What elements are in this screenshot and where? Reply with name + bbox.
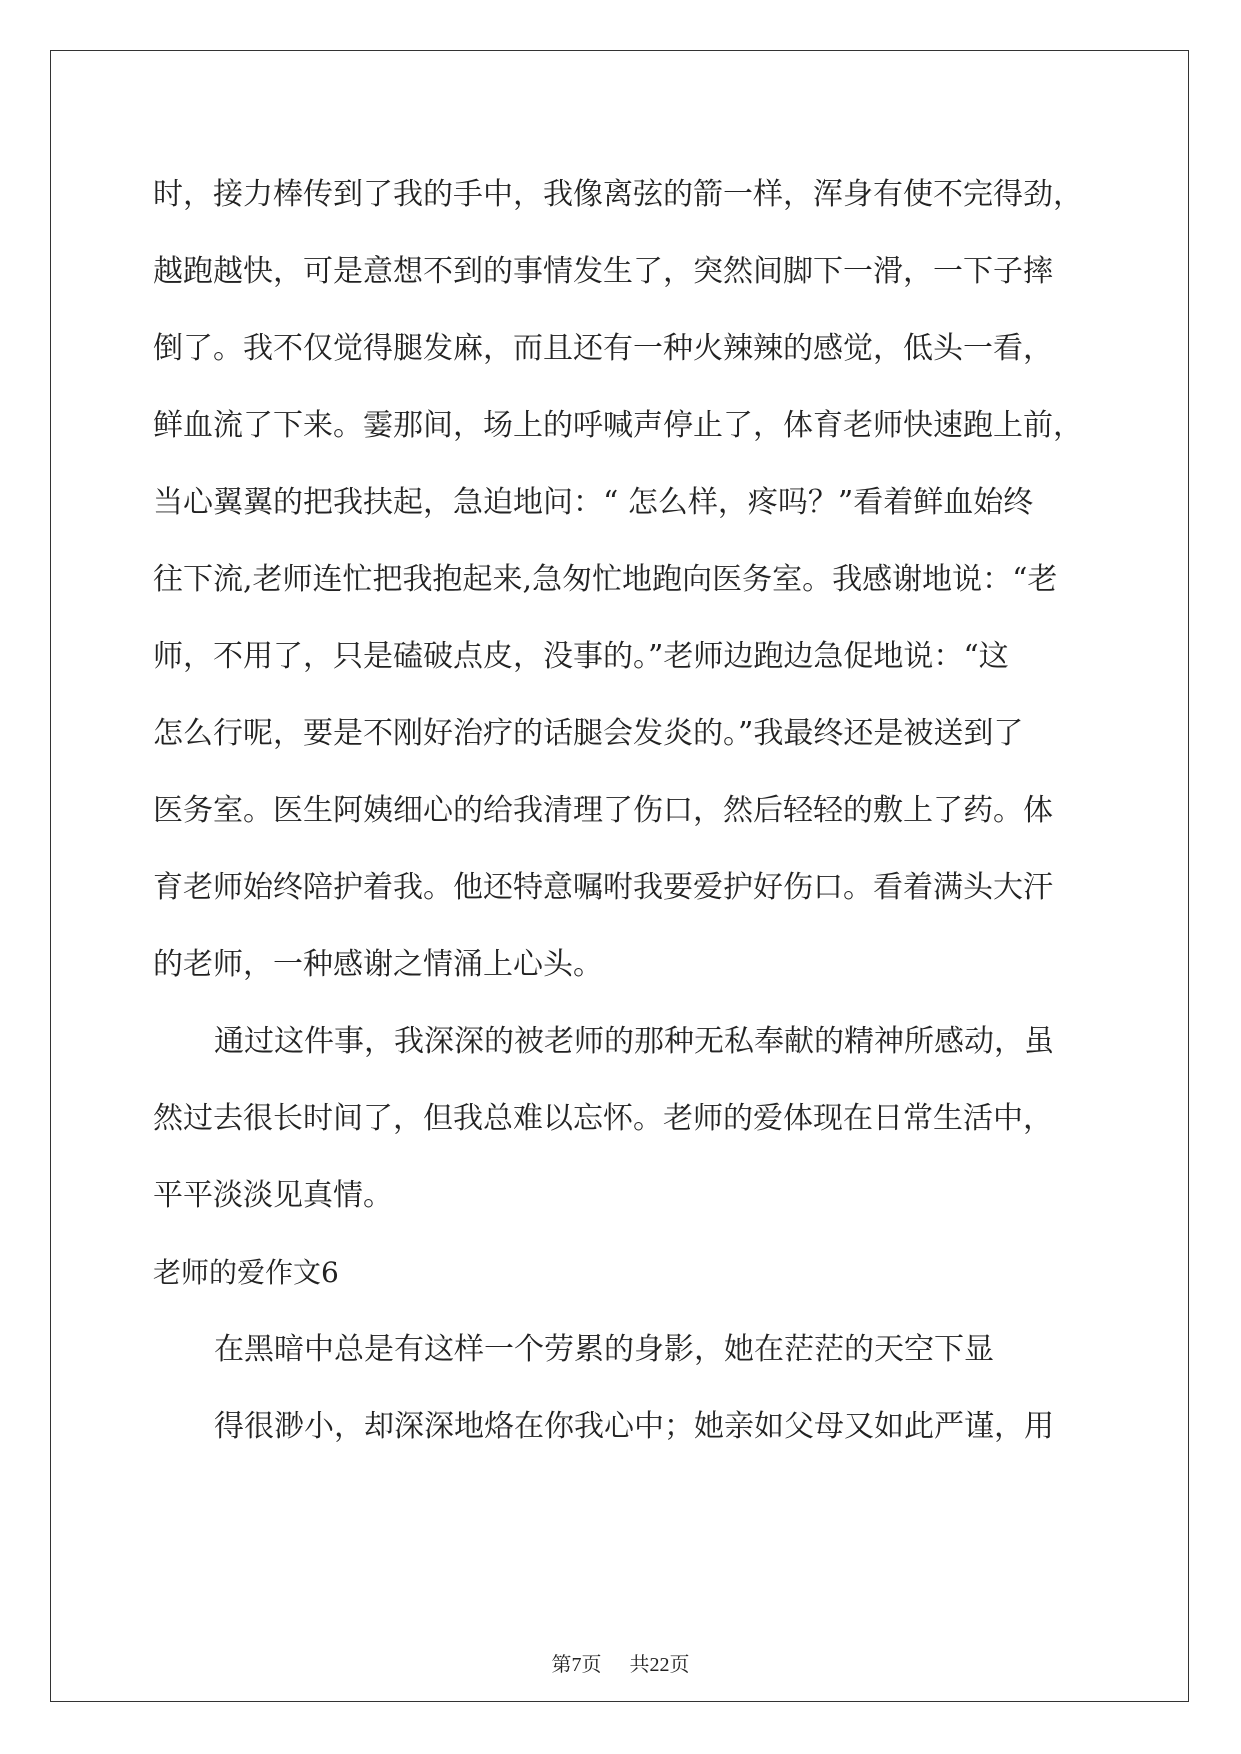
paragraph-line: 的老师，一种感谢之情涌上心头。	[153, 947, 603, 982]
paragraph-line: 医务室。医生阿姨细心的给我清理了伤口，然后轻轻的敷上了药。体	[153, 793, 1053, 828]
paragraph-line: 育老师始终陪护着我。他还特意嘱咐我要爱护好伤口。看着满头大汗	[153, 870, 1053, 905]
page-number: 第7页	[551, 1654, 602, 1676]
page-footer	[0, 1648, 1241, 1677]
paragraph-line: 倒了。我不仅觉得腿发麻，而且还有一种火辣辣的感觉，低头一看，	[153, 331, 1053, 366]
paragraph-line: 在黑暗中总是有这样一个劳累的身影，她在茫茫的天空下显	[214, 1332, 994, 1367]
paragraph-line: 通过这件事，我深深的被老师的那种无私奉献的精神所感动，虽	[214, 1024, 1054, 1059]
paragraph-line: 师，不用了，只是磕破点皮，没事的。”老师边跑边急促地说：“这	[153, 639, 1009, 674]
paragraph-line: 时，接力棒传到了我的手中，我像离弦的箭一样，浑身有使不完得劲，	[153, 177, 1083, 212]
paragraph-line: 越跑越快，可是意想不到的事情发生了，突然间脚下一滑，一下子摔	[153, 254, 1053, 289]
total-pages: 共22页	[629, 1654, 690, 1676]
section-heading: 老师的爱作文6	[153, 1256, 339, 1289]
paragraph-line: 当心翼翼的把我扶起，急迫地问：“ 怎么样，疼吗？”看着鲜血始终	[153, 485, 1034, 520]
paragraph-line: 得很渺小，却深深地烙在你我心中；她亲如父母又如此严谨，用	[214, 1409, 1054, 1444]
paragraph-line: 然过去很长时间了，但我总难以忘怀。老师的爱体现在日常生活中，	[153, 1101, 1053, 1136]
paragraph-line: 往下流,老师连忙把我抱起来,急匆忙地跑向医务室。我感谢地说：“老	[153, 562, 1058, 597]
paragraph-line: 怎么行呢，要是不刚好治疗的话腿会发炎的。”我最终还是被送到了	[153, 716, 1024, 751]
paragraph-line: 鲜血流了下来。霎那间，场上的呼喊声停止了，体育老师快速跑上前，	[153, 408, 1083, 443]
paragraph-line: 平平淡淡见真情。	[153, 1178, 393, 1213]
